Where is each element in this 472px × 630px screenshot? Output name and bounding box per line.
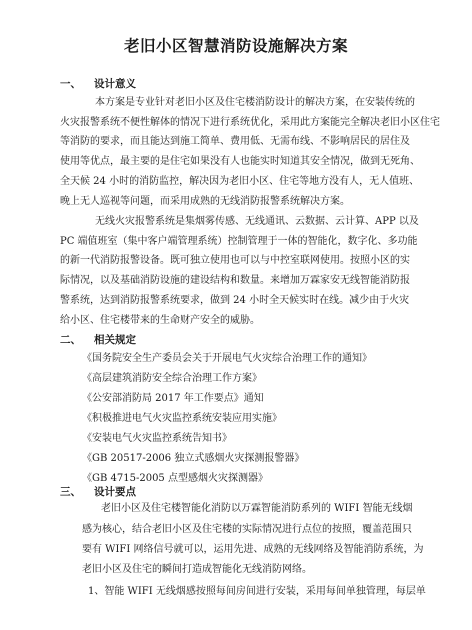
section-number: 一、: [60, 78, 81, 90]
section-heading-3: [60, 484, 136, 499]
section-heading-2: [60, 332, 136, 347]
section-title: 设计意义: [94, 78, 136, 90]
regulation-item: 《公安部消防局 2017 年工作要点》通知: [82, 393, 264, 404]
section-number: 二、: [60, 334, 81, 346]
paragraph-line: 的新一代消防报警设备。既可独立使用也可以与中控室联网使用。按照小区的实: [60, 255, 410, 266]
regulation-item: 《GB 20517-2006 独立式感烟火灾探测报警器》: [82, 453, 305, 464]
paragraph-line: PC 端值班室（集中客户端管理系统）控制管理于一体的智能化，数字化、多功能: [60, 236, 418, 247]
paragraph-line: 要有 WIFI 网络信号就可以，运用先进、成熟的无线网络及智能消防系统，为: [82, 544, 424, 555]
section-title: 设计要点: [94, 486, 136, 498]
paragraph-line: 警系统，达到消防报警系统要求，做到 24 小时全天候实时在线。减少由于火灾: [60, 295, 410, 306]
paragraph-line: 际情况，以及基础消防设施的建设结构和数量。来增加万霖家安无线智能消防报: [60, 275, 410, 286]
paragraph-line: 感为核心，结合老旧小区及住宅楼的实际情况进行点位的按照，覆盖范围只: [82, 524, 412, 535]
section-heading-1: [60, 76, 136, 91]
paragraph-line: 火灾报警系统不便性解体的情况下进行系统优化，采用此方案能完全解决老旧小区住宅: [60, 117, 440, 128]
paragraph-line: 等消防的要求，而且能达到施工简单、费用低、无需布线、不影响居民的居住及: [60, 136, 410, 147]
section-number: 三、: [60, 486, 81, 498]
regulation-item: 《积极推进电气火灾监控系统安装应用实施》: [82, 413, 282, 424]
paragraph-line: 全天候 24 小时的消防监控，解决因为老旧小区、住宅等地方没有人，无人值班、: [60, 176, 420, 187]
paragraph-line: 使用等优点，最主要的是住宅如果没有人也能实时知道其安全情况，做到无死角、: [60, 156, 420, 167]
regulation-item: 《GB 4715-2005 点型感烟火灾探测器》: [82, 473, 268, 484]
regulation-item: 《国务院安全生产委员会关于开展电气火灾综合治理工作的通知》: [82, 353, 372, 364]
document-title: 老旧小区智慧消防设施解决方案: [123, 37, 348, 55]
regulation-item: 《高层建筑消防安全综合治理工作方案》: [82, 373, 262, 384]
paragraph-line: 晚上无人巡视等问题，而采用成熟的无线消防报警系统解决方案。: [60, 196, 350, 207]
paragraph-line: 老旧小区及住宅的瞬间打造成智能化无线消防网络。: [82, 564, 312, 575]
paragraph-line: 1、智能 WIFI 无线烟感按照每间房间进行安装，采用每间单独管理，每层单: [88, 586, 426, 597]
section-title: 相关规定: [94, 334, 136, 346]
regulation-item: 《安装电气火灾监控系统告知书》: [82, 433, 232, 444]
paragraph-line: 老旧小区及住宅楼智能化消防以万霖智能消防系列的 WIFI 智能无线烟: [101, 503, 413, 514]
paragraph-line: 本方案是专业针对老旧小区及住宅楼消防设计的解决方案，在安装传统的: [95, 97, 415, 108]
paragraph-line: 给小区、住宅楼带来的生命财产安全的威胁。: [60, 315, 260, 326]
paragraph-line: 无线火灾报警系统是集烟雾传感、无线通讯、云数据、云计算、APP 以及: [95, 216, 419, 227]
